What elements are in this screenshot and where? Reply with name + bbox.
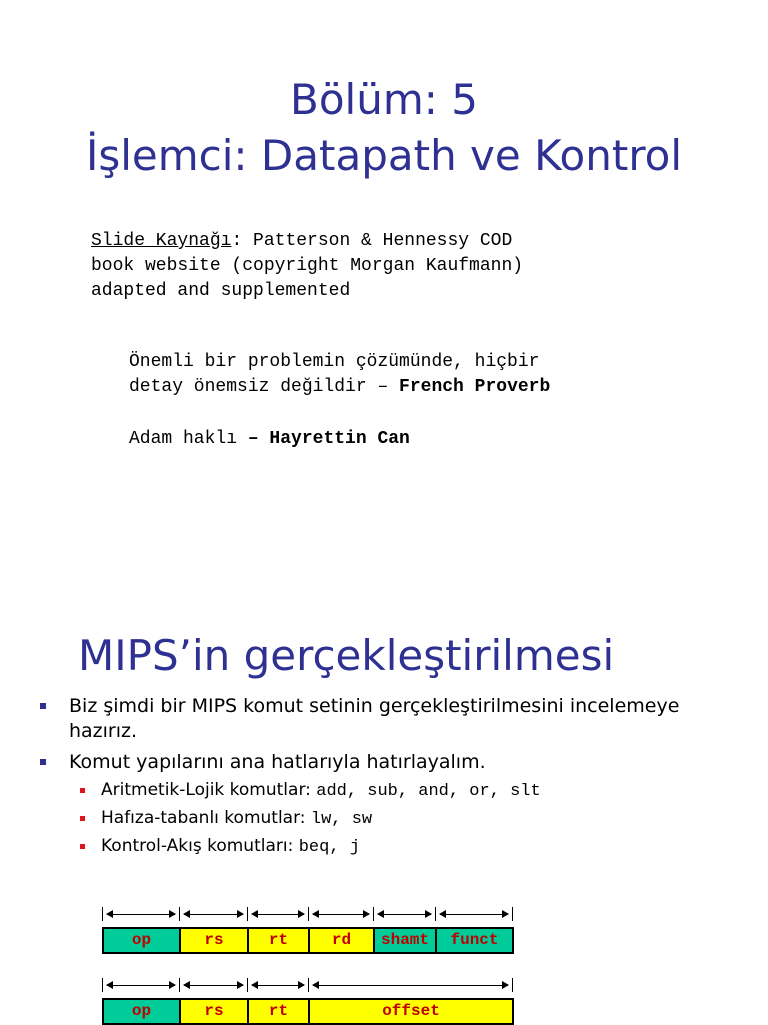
double-arrow-icon xyxy=(180,907,247,923)
double-arrow-icon xyxy=(103,978,179,994)
sub-bullet-list xyxy=(69,777,740,861)
field-rd: rd xyxy=(308,927,375,954)
field-op: op xyxy=(102,998,181,1025)
sub-bullet-code: lw, sw xyxy=(310,810,373,829)
sub-bullet-code: add, sub, and, or, slt xyxy=(316,782,541,801)
source-line2: book website (copyright Morgan Kaufmann) xyxy=(91,256,524,276)
sub-bullet-item xyxy=(69,805,740,833)
quote2-text: Adam haklı xyxy=(129,429,248,449)
double-arrow-icon xyxy=(180,978,247,994)
source-line1: : Patterson & Hennessy COD xyxy=(231,231,513,251)
sub-bullet-square-icon xyxy=(80,788,85,793)
r-format-arrows xyxy=(102,907,514,923)
double-arrow-icon xyxy=(309,978,512,994)
double-arrow-icon xyxy=(309,907,373,923)
quote-proverb xyxy=(129,350,550,400)
i-format-diagram xyxy=(102,978,514,1025)
bullet-text: Biz şimdi bir MIPS komut setinin gerçekleştirilmesini incelemeye hazırız. xyxy=(69,695,680,742)
double-arrow-icon xyxy=(103,907,179,923)
sub-bullet-label: Kontrol-Akış komutları: xyxy=(101,836,299,856)
double-arrow-icon xyxy=(248,978,308,994)
bullet-list xyxy=(40,694,740,867)
sub-bullet-label: Aritmetik-Lojik komutlar: xyxy=(101,780,317,800)
quote1-line2: detay önemsiz değildir – xyxy=(129,377,400,397)
chapter-label: Bölüm: 5 xyxy=(290,75,478,124)
double-arrow-icon xyxy=(436,907,512,923)
field-rs: rs xyxy=(179,998,249,1025)
source-label: Slide Kaynağı xyxy=(91,231,232,251)
sub-bullet-code: beq, j xyxy=(298,838,360,857)
double-arrow-icon xyxy=(374,907,435,923)
field-shamt: shamt xyxy=(373,927,437,954)
quote1-author: French Proverb xyxy=(399,377,551,397)
i-format-arrows xyxy=(102,978,514,994)
bullet-item xyxy=(40,694,740,744)
field-rt: rt xyxy=(247,927,310,954)
source-line3: adapted and supplemented xyxy=(91,281,351,301)
sub-bullet-square-icon xyxy=(80,816,85,821)
sub-bullet-square-icon xyxy=(80,844,85,849)
field-rt: rt xyxy=(247,998,310,1025)
bullet-square-icon xyxy=(40,759,46,765)
source-credit xyxy=(91,229,523,304)
slide-mips xyxy=(0,580,768,1024)
quote1-line1: Önemli bir problemin çözümünde, hiçbir xyxy=(129,352,540,372)
sub-bullet-item xyxy=(69,833,740,861)
chapter-title: İşlemci: Datapath ve Kontrol xyxy=(85,131,683,180)
bullet-item xyxy=(40,750,740,861)
sub-bullet-item xyxy=(69,777,740,805)
slide-heading: MIPS’in gerçekleştirilmesi xyxy=(78,631,615,680)
quote2-author: – Hayrettin Can xyxy=(247,429,410,449)
field-offset: offset xyxy=(308,998,514,1025)
r-format-diagram xyxy=(102,907,514,954)
field-op: op xyxy=(102,927,181,954)
field-rs: rs xyxy=(179,927,249,954)
quote-hayrettin xyxy=(129,427,410,452)
field-funct: funct xyxy=(435,927,514,954)
double-arrow-icon xyxy=(248,907,308,923)
sub-bullet-label: Hafıza-tabanlı komutlar: xyxy=(101,808,311,828)
bullet-text: Komut yapılarını ana hatlarıyla hatırlayalım. xyxy=(69,751,486,773)
slide-title-heading xyxy=(0,72,768,184)
i-format-fields xyxy=(102,998,514,1025)
r-format-fields xyxy=(102,927,514,954)
bullet-square-icon xyxy=(40,703,46,709)
